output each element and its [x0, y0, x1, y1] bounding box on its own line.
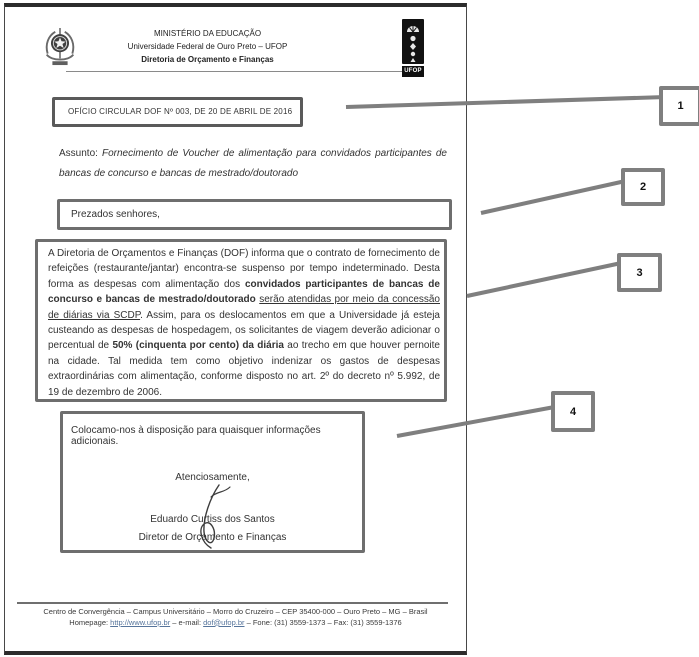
body-seg-3-underline: serão atendidas por meio da concessão de diárias via SCDP	[48, 294, 440, 321]
subject-line	[59, 144, 447, 184]
callout-number-3: 3	[636, 266, 643, 279]
callout-box-4	[551, 391, 595, 432]
footer-address: Centro de Convergência – Campus Universitário – Morro do Cruzeiro – CEP 35400-000 – Ouro Preto – MG – Brasil	[43, 607, 428, 616]
callout-box-1	[659, 86, 699, 126]
body-seg-2-bold: convidados participantes de bancas de concurso e bancas de mestrado/doutorado	[48, 278, 440, 306]
document-page	[4, 3, 467, 655]
availability-text: Colocamo-nos à disposição para quaisquer informações adicionais.	[71, 425, 321, 447]
homepage-link[interactable]: http://www.ufop.br	[110, 617, 171, 627]
phone-fax-text: – Fone: (31) 3559-1373 – Fax: (31) 3559-1376	[244, 617, 402, 627]
body-paragraph	[48, 246, 440, 400]
body-paragraph-box	[35, 239, 447, 402]
signer-name: Eduardo Curtiss dos Santos	[150, 514, 275, 525]
oficio-number-text: OFÍCIO CIRCULAR DOF Nº 003, DE 20 DE ABRIL DE 2016	[68, 107, 293, 116]
email-link[interactable]: dof@ufop.br	[203, 617, 245, 627]
closing-box	[60, 411, 365, 553]
ufop-logo-label: UFOP	[402, 66, 424, 77]
letterhead	[100, 27, 315, 66]
callout-line-3	[467, 262, 626, 296]
callout-box-2	[621, 168, 665, 206]
subject-prefix: Assunto:	[59, 148, 102, 159]
signer-title: Diretor de Orçamento e Finanças	[138, 532, 287, 543]
body-seg-6: ao trecho em que houver pernoite na cidade. Tal medida tem como objetivo indenizar os gastos de despesas extraordinárias com alimentação, conforme disposto no art. 2º do decreto nº 5.992, de 19 de dezembro de 2006.	[48, 340, 440, 398]
callout-number-4: 4	[569, 405, 577, 418]
footer-contacts	[5, 618, 466, 629]
body-seg-1: A Diretoria de Orçamentos e Finanças (DOF) informa que o contrato de fornecimento de refeições (restaurante/jantar) encontra-se suspenso por tempo indeterminado. Desta forma as despesas com alimentação dos	[48, 248, 440, 290]
email-prefix: – e-mail:	[170, 617, 204, 627]
body-seg-4: . Assim, para os deslocamentos em que a Universidade já esteja custeando as despesas de hospedagem, os solicitantes de viagem deverão adicionar o percentual de	[48, 309, 440, 352]
oficio-number-box	[52, 97, 303, 127]
university-name: Universidade Federal de Ouro Preto – UFOP	[127, 42, 288, 51]
body-seg-5-bold: 50% (cinquenta por cento) da diária	[112, 340, 284, 352]
ministry-name: MINISTÉRIO DA EDUCAÇÃO	[153, 29, 262, 38]
subject-text: Fornecimento de Voucher de alimentação para convidados participantes de bancas de concurso e bancas de mestrado/doutorado	[59, 148, 447, 179]
callout-box-3	[617, 253, 662, 292]
department-name: Diretoria de Orçamento e Finanças	[141, 55, 274, 64]
homepage-prefix: Homepage:	[69, 617, 111, 627]
header-divider	[66, 71, 402, 72]
footer-divider	[17, 602, 448, 604]
salutation-box	[57, 199, 452, 230]
regards-text: Atenciosamente,	[175, 472, 250, 483]
brazil-coat-of-arms-icon	[41, 24, 79, 70]
callout-number-2: 2	[639, 181, 647, 193]
callout-number-1: 1	[677, 100, 684, 112]
ufop-logo-icon	[402, 19, 424, 77]
footer	[5, 607, 466, 628]
callout-line-2	[481, 180, 630, 213]
salutation-text: Prezados senhores,	[71, 209, 160, 220]
